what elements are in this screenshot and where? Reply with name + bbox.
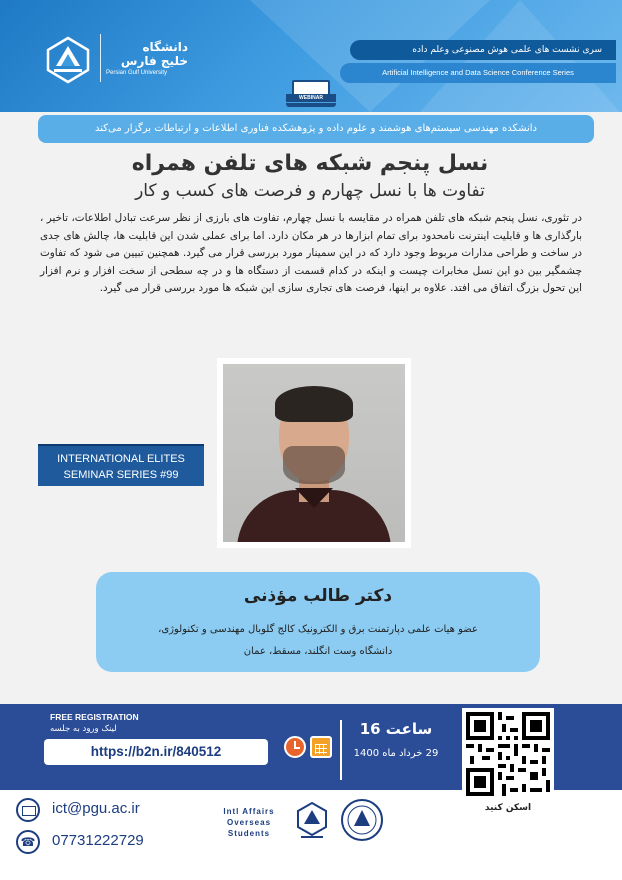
- university-name-line2: خلیج فارس: [120, 54, 188, 68]
- organizer-banner: دانشکده مهندسی سیستم‌های هوشمند و علوم داده و پژوهشکده فناوری اطلاعات و ارتباطات برگزار می‌کند: [38, 115, 594, 143]
- contact-phone[interactable]: 07731222729: [52, 832, 144, 849]
- webinar-base: [286, 103, 336, 107]
- university-logo-icon: [44, 36, 92, 84]
- speaker-affiliation-line1: عضو هیات علمی دپارتمنت برق و الکترونیک کالج گلوبال مهندسی و تکنولوژی،: [158, 624, 478, 635]
- speaker-photo-frame: [217, 358, 411, 548]
- university-name-line1: دانشگاه: [142, 40, 188, 54]
- registration-qr-code[interactable]: [462, 708, 554, 800]
- institute-seal-icon: [292, 800, 332, 840]
- header-divider: [100, 34, 101, 82]
- talk-abstract: در تئوری، نسل پنجم شبکه های تلفن همراه در مقایسه با نسل چهارم، تفاوت های بارزی از نظر سرعت تبادل اطلاعات، تاخیر ، بارگذاری ها و قابلیت اینترنت نامحدود برای تمام ابزارها در هر مکان دارد. اما برای عملی شدن این قابلیت ها، چالش های جدی در ساخت و طراحی مدارات مربوط وجود دارد که در این سمینار مورد بررسی قرار می گیرد. همچنین تبیین می شود که تفاوت چشمگیر بین دو این نسل مخابرات چیست و اینکه در کدام قسمت از دستگاه ها و در چه سطحی از سخت افزار و نرم افزار این تحول بزرگ اتفاق می افتد. علاوه بر اینها، فرصت های تجاری سازی این شبکه ها مورد بررسی قرار می گیرد.: [40, 212, 582, 295]
- webinar-label: WEBINAR: [286, 94, 336, 102]
- series-title-fa: سری نشست های علمی هوش مصنوعی وعلم داده: [350, 40, 616, 60]
- intl-affairs-line2: Overseas: [226, 818, 272, 827]
- photo-hair: [275, 386, 353, 422]
- speaker-affiliation-line2: دانشگاه وست انگلند، مسقط، عمان: [243, 646, 393, 657]
- university-seal-icon: [340, 798, 384, 842]
- series-title-en: Artificial Intelligence and Data Science Conference Series: [340, 63, 616, 83]
- phone-icon: ☎: [16, 830, 40, 854]
- mail-icon: [16, 798, 40, 822]
- clock-icon: [284, 736, 306, 758]
- schedule-divider: [340, 720, 342, 780]
- event-date: 29 خرداد ماه 1400: [353, 748, 439, 759]
- qr-code-icon: [466, 712, 550, 796]
- webinar-icon: [286, 80, 336, 108]
- calendar-icon: [310, 736, 332, 758]
- series-badge-line1: INTERNATIONAL ELITES: [57, 453, 185, 465]
- registration-label-en: FREE REGISTRATION: [50, 712, 139, 722]
- series-badge-line2: SEMINAR SERIES #99: [63, 469, 179, 481]
- intl-affairs-line3: Students: [227, 829, 271, 838]
- talk-title: نسل پنجم شبکه های تلفن همراه: [131, 151, 489, 176]
- talk-subtitle: تفاوت ها با نسل چهارم و فرصت های کسب و کار: [135, 181, 485, 201]
- registration-link[interactable]: https://b2n.ir/840512: [44, 739, 268, 765]
- speaker-card: [96, 572, 540, 672]
- qr-caption: اسکن کنید: [484, 803, 532, 813]
- intl-affairs-line1: Intl Affairs: [223, 807, 275, 816]
- contact-email[interactable]: ict@pgu.ac.ir: [52, 800, 140, 817]
- registration-label-fa: لینک ورود به جلسه: [50, 724, 117, 734]
- intl-affairs-logo: [214, 806, 284, 839]
- event-time: ساعت 16: [359, 720, 433, 738]
- university-name: [106, 40, 188, 76]
- university-name-en: Persian Gulf University: [106, 70, 168, 76]
- speaker-name: دکتر طالب مؤذنی: [243, 586, 393, 606]
- series-badge: [38, 444, 204, 486]
- speaker-photo: [223, 364, 405, 542]
- photo-beard: [283, 446, 345, 484]
